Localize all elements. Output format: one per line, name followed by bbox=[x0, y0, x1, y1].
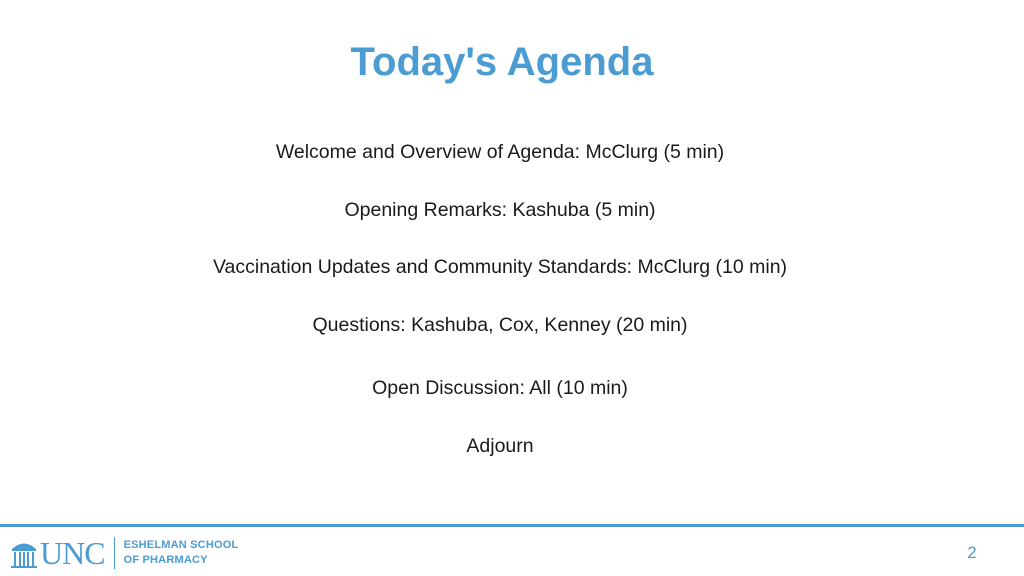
unc-logo bbox=[10, 536, 238, 570]
agenda-item-open-discussion: Open Discussion: All (10 min) bbox=[372, 377, 628, 399]
page-number: 2 bbox=[967, 543, 977, 562]
logo-divider bbox=[114, 537, 115, 569]
school-name bbox=[124, 538, 239, 568]
agenda-item-welcome: Welcome and Overview of Agenda: McClurg (5 min) bbox=[275, 141, 725, 163]
footer-divider bbox=[0, 524, 1024, 527]
agenda-item-vaccination-updates: Vaccination Updates and Community Standards: McClurg (10 min) bbox=[212, 256, 788, 278]
agenda-item-adjourn: Adjourn bbox=[466, 435, 534, 457]
agenda-item-questions: Questions: Kashuba, Cox, Kenney (20 min) bbox=[312, 314, 688, 336]
school-name-line-2: OF PHARMACY bbox=[123, 554, 208, 566]
school-name-line-1: ESHELMAN SCHOOL bbox=[123, 539, 239, 551]
agenda-item-opening-remarks: Opening Remarks: Kashuba (5 min) bbox=[344, 199, 656, 221]
slide-title: Today's Agenda bbox=[350, 40, 654, 84]
old-well-icon bbox=[10, 537, 38, 569]
logo-wordmark: UNC bbox=[40, 535, 105, 571]
